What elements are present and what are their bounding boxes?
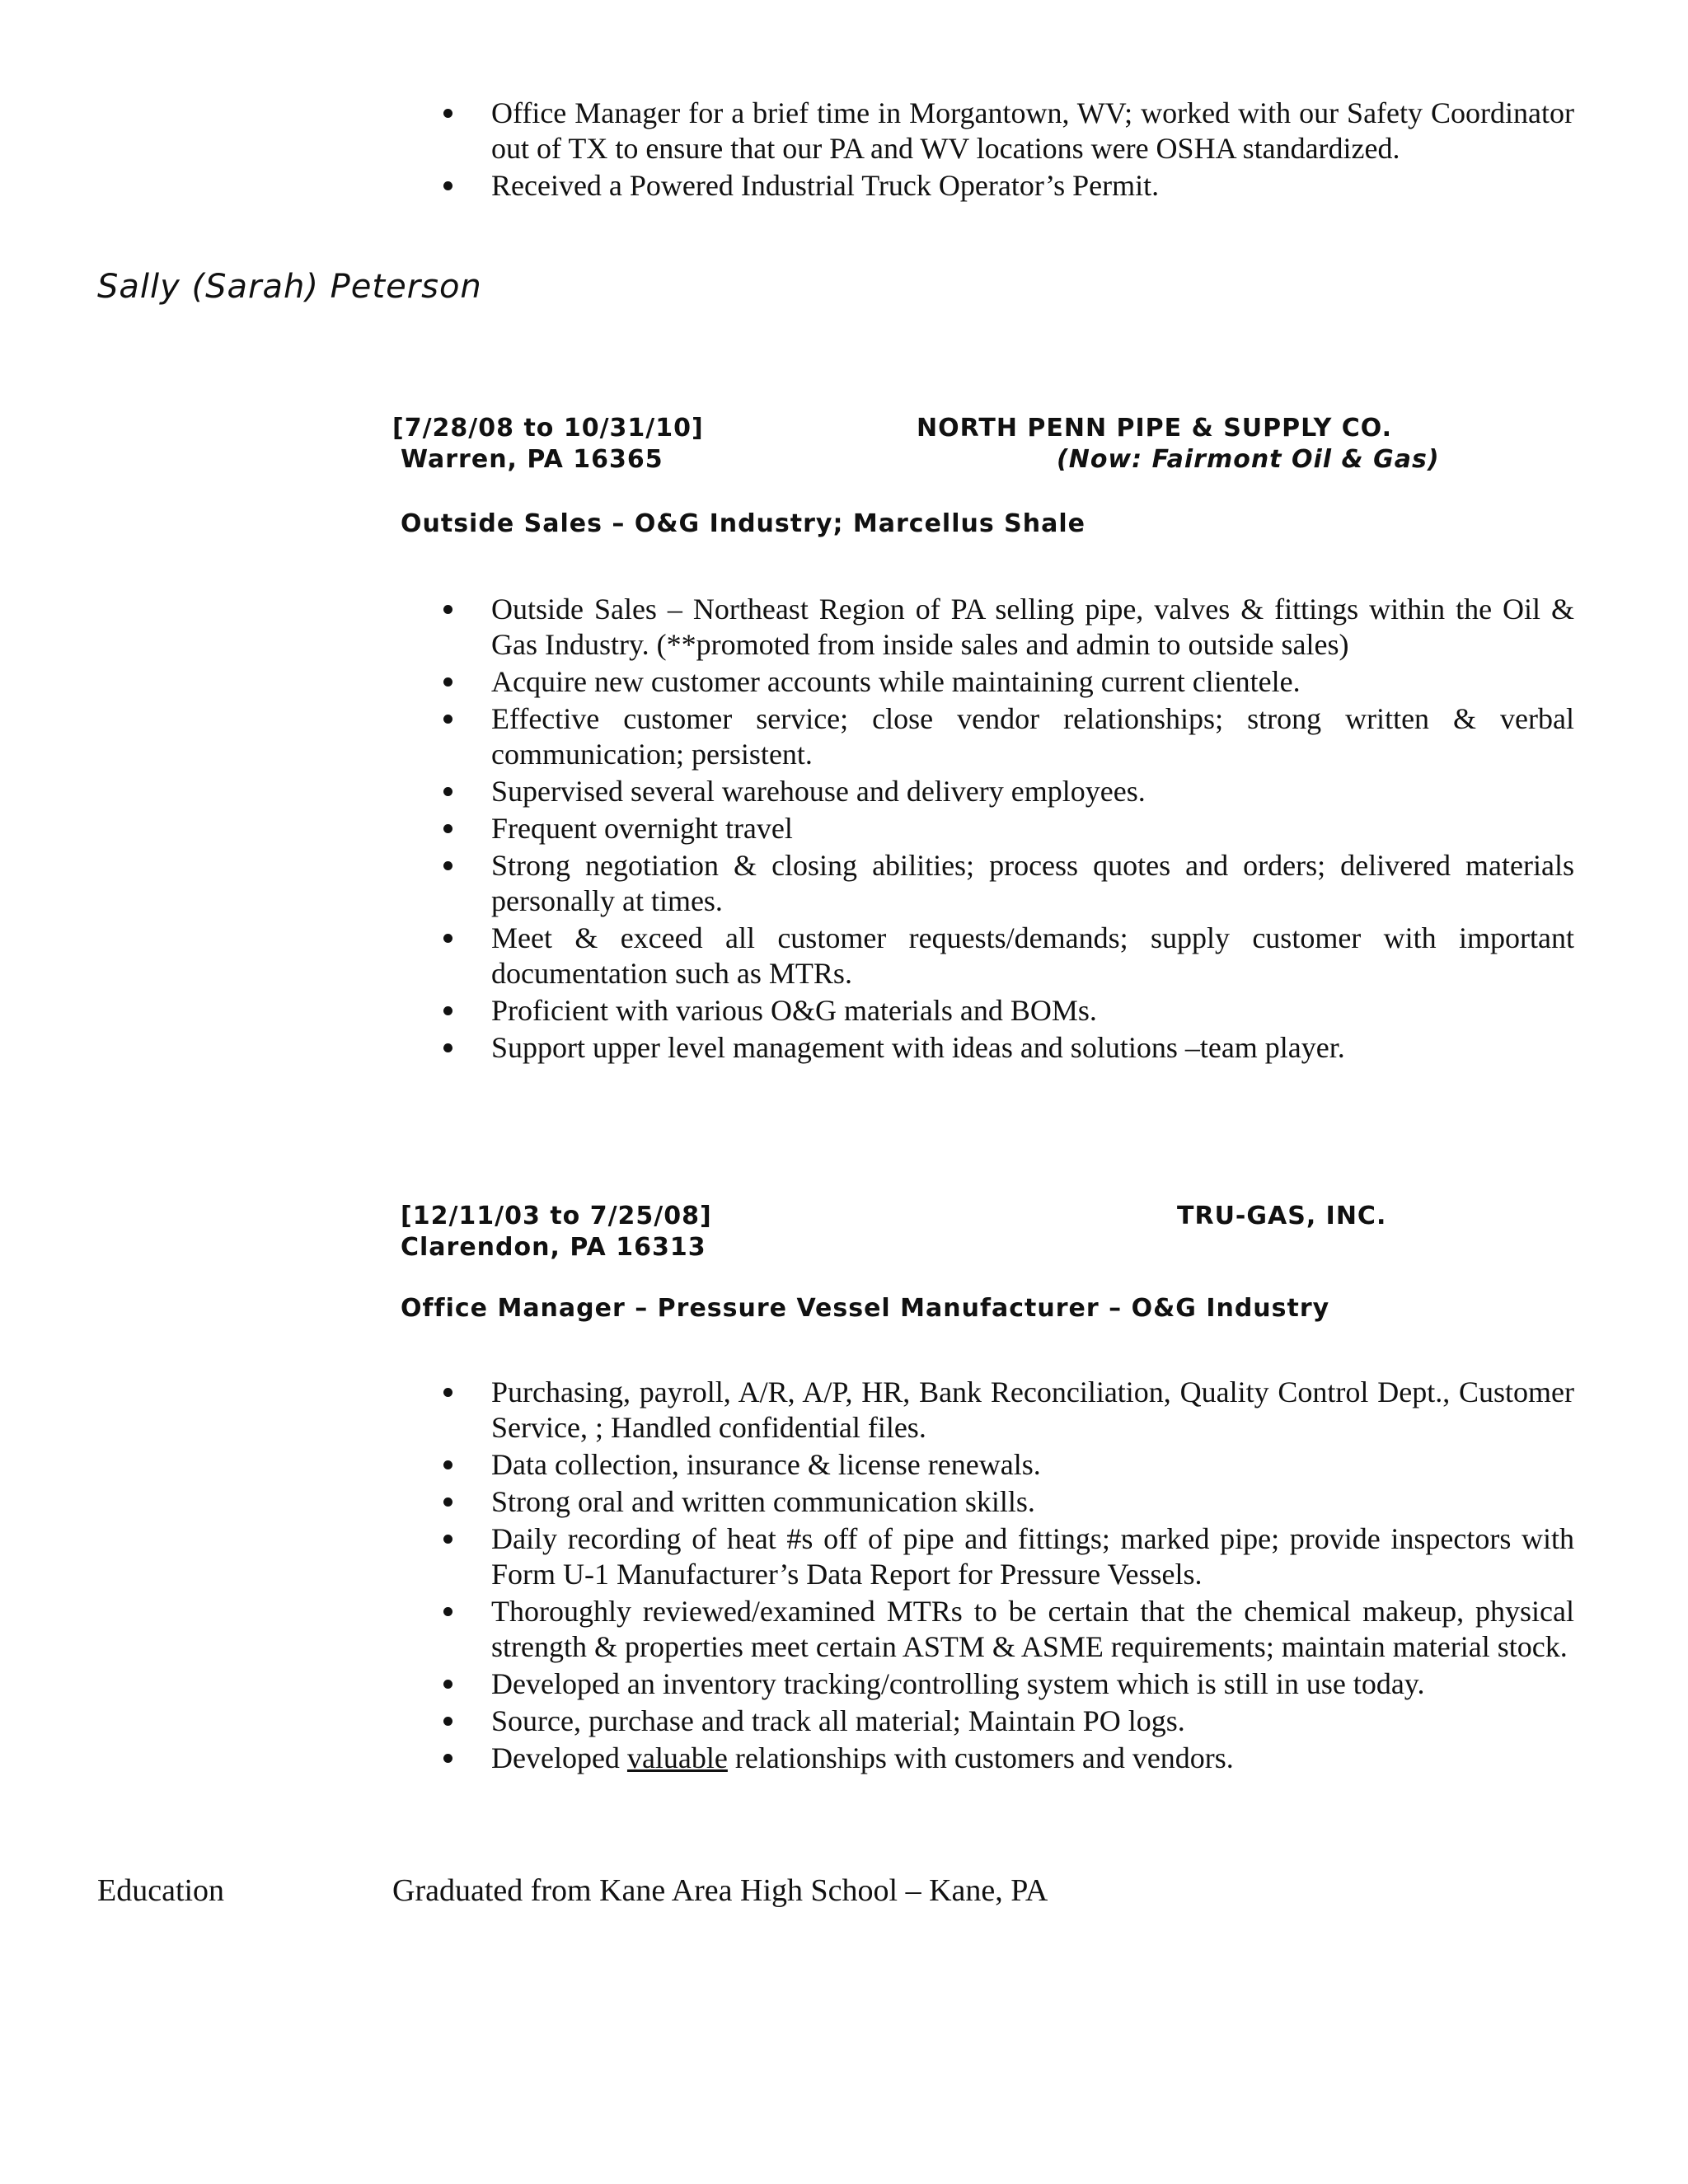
bullet-icon [443,1535,452,1544]
list-item: Office Manager for a brief time in Morgantown, WV; worked with our Safety Coordinator out of TX to ensure that our PA and WV locations were OSHA standardized. [437,96,1574,166]
bullet-icon [443,824,452,833]
bullet-icon [443,1043,452,1052]
name-signature: Sally (Sarah) Peterson [97,268,482,306]
bullet-icon [443,1460,452,1469]
bullet-icon [443,1497,452,1507]
bullet-icon [443,934,452,943]
job1-location: Warren, PA 16365 [401,445,663,474]
bullet-icon [443,1717,452,1726]
job1-dates: [7/28/08 to 10/31/10] [392,414,704,443]
underlined-word: valuable [626,1741,728,1774]
bullet-icon [443,1006,452,1015]
job1-title: Outside Sales – O&G Industry; Marcellus Shale [401,509,1085,538]
list-item: Proficient with various O&G materials and BOMs. [437,993,1574,1029]
education-text: Graduated from Kane Area High School – Kane, PA [392,1873,1048,1908]
bullet-icon [443,861,452,870]
list-item: Effective customer service; close vendor relationships; strong written & verbal communication; persistent. [437,701,1574,772]
bullet-icon [443,1607,452,1616]
top-bullet-list [437,96,1574,205]
job2-bullet-list [437,1375,1574,1778]
list-item: Developed valuable relationships with customers and vendors. [437,1741,1574,1776]
bullet-icon [443,181,452,190]
list-item: Strong oral and written communication skills. [437,1484,1574,1520]
list-item: Source, purchase and track all material; Maintain PO logs. [437,1704,1574,1739]
bullet-icon [443,1680,452,1689]
job1-company: NORTH PENN PIPE & SUPPLY CO. [917,414,1393,443]
bullet-icon [443,1754,452,1763]
job1-company-note: (Now: Fairmont Oil & Gas) [1057,445,1440,474]
job2-dates: [12/11/03 to 7/25/08] [401,1202,712,1230]
list-item: Data collection, insurance & license renewals. [437,1447,1574,1483]
list-item: Outside Sales – Northeast Region of PA selling pipe, valves & fittings within the Oil & Gas Industry. (**promoted from inside sales and admin to outside sales) [437,592,1574,663]
list-item: Supervised several warehouse and delivery employees. [437,774,1574,809]
list-item: Strong negotiation & closing abilities; process quotes and orders; delivered materials personally at times. [437,848,1574,919]
list-item: Daily recording of heat #s off of pipe and fittings; marked pipe; provide inspectors with Form U-1 Manufacturer’s Data Report for Pressure Vessels. [437,1521,1574,1592]
list-item: Thoroughly reviewed/examined MTRs to be certain that the chemical makeup, physical strength & properties meet certain ASTM & ASME requirements; maintain material stock. [437,1594,1574,1665]
list-item: Meet & exceed all customer requests/demands; supply customer with important documentation such as MTRs. [437,921,1574,991]
list-item: Received a Powered Industrial Truck Operator’s Permit. [437,168,1574,204]
list-item: Purchasing, payroll, A/R, A/P, HR, Bank Reconciliation, Quality Control Dept., Customer Service, ; Handled confidential files. [437,1375,1574,1446]
bullet-icon [443,605,452,614]
job2-location: Clarendon, PA 16313 [401,1233,706,1262]
bullet-icon [443,715,452,724]
bullet-icon [443,109,452,118]
list-item: Acquire new customer accounts while maintaining current clientele. [437,664,1574,700]
list-item: Developed an inventory tracking/controlling system which is still in use today. [437,1666,1574,1702]
bullet-icon [443,1388,452,1397]
job2-company: TRU-GAS, INC. [1177,1202,1387,1230]
job2-title: Office Manager – Pressure Vessel Manufacturer – O&G Industry [401,1294,1330,1323]
education-label: Education [97,1873,225,1908]
bullet-icon [443,787,452,796]
list-item: Support upper level management with ideas and solutions –team player. [437,1030,1574,1066]
job1-bullet-list [437,592,1574,1067]
list-item: Frequent overnight travel [437,811,1574,846]
bullet-icon [443,677,452,687]
